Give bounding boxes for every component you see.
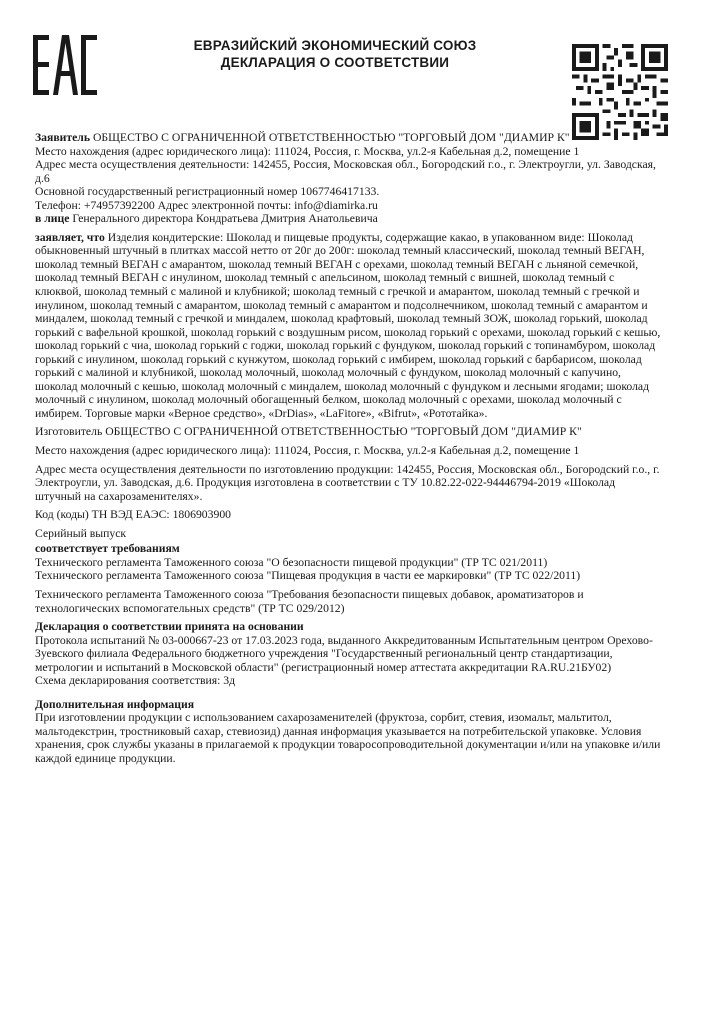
requirements-title: соответствует требованиям — [35, 542, 180, 556]
requirement-item: Технического регламента Таможенного союза "О безопасности пищевой продукции" (ТР ТС 021/2011) — [35, 555, 548, 569]
declares-label: заявляет, что — [35, 230, 105, 244]
applicant-representative — [35, 212, 663, 226]
serial-release: Серийный выпуск — [35, 526, 127, 540]
representative-text: Генерального директора Кондратьева Дмитрия Анатольевича — [72, 212, 378, 226]
qr-code-icon — [572, 44, 668, 140]
document-header — [150, 37, 520, 71]
basis-title: Декларация о соответствии принята на основании — [35, 620, 304, 634]
additional-title: Дополнительная информация — [35, 697, 195, 711]
tn-ved-code: Код (коды) ТН ВЭД ЕАЭС: 1806903900 — [35, 508, 232, 522]
applicant-line — [35, 131, 663, 145]
requirement-item: Технического регламента Таможенного союза "Требования безопасности пищевых добавок, ароматизаторов и технологических вспомогательных средств" (ТР ТС 029/2012) — [35, 587, 584, 615]
manufacturer-legal-address: Место нахождения (адрес юридического лица): 111024, Россия, г. Москва, ул.2-я Кабельная д.2, помещение 1 — [35, 444, 580, 458]
manufacturer-label: Изготовитель — [35, 425, 103, 439]
manufacturer-line — [35, 425, 663, 439]
declares-text: Изделия кондитерские: Шоколад и пищевые продукты, содержащие какао, в упакованном виде: Шоколад обыкновенный штучный в плитках массой нетто от 20г до 200г: шоколад темный классический, шоколад темный ВЕГАН, шоколад темный ВЕГАН с амарантом, шоколад темный ВЕГАН с орехами, шоколад темный ВЕГАН с льняной семечкой, шоколад темный ВЕГАН с инулином, шоколад темный с апельсином, шоколад темный с вишней, шоколад темный с клюквой, шоколад темный с малиной и клубникой; шоколад темный с гречкой и амарантом, шоколад темный с гречкой и инулином, шоколад темный с амарантом, шоколад темный с амарантом и подсолнечником, шоколад темный с амарантом и миндалем, шоколад темный с гречкой и миндалем, шоколад крафтовый, шоколад темный ЗОЖ, шоколад горький, шоколад горький с вафельной крошкой, шоколад горький с воздушным рисом, шоколад горький с орехами, шоколад горький с кешью, шоколад горький с чиа, шоколад горький с годжи, шоколад горький с фундуком, шоколад горький с топинамбуром, шоколад горький с инулином, шоколад горький с кунжутом, шоколад горький с имбирем, шоколад горький с барбарисом, шоколад горький с малиной и клубникой, шоколад молочный, шоколад молочный с фундуком, шоколад молочный с капучино, шоколад молочный с кешью, шоколад молочный с миндалем, шоколад молочный с фундуком и лесными ягодами; шоколад молочный с инулином, шоколад молочный обогащенный белком, шоколад молочный с орехами, шоколад молочный с имбирем. Торговые марки «Верное средство», «DrDias», «LaFitore», «Bifrut», «Рототайка». — [35, 230, 661, 420]
applicant-legal-address: Место нахождения (адрес юридического лица): 111024, Россия, г. Москва, ул.2-я Кабельная д.2, помещение 1 — [35, 144, 580, 158]
additional-text: При изготовлении продукции с использованием сахарозаменителей (фруктоза, сорбит, стевия, изомальт, мальтитол, мальтодекстрин, тростниковый сахар, стевиозид) данная информация указывается на потребительской упаковке. Условия хранения, срок службы указаны в прилагаемой к продукции товаросопроводительной документации и/или на упаковке и/или каждой единице продукции. — [35, 711, 661, 765]
basis-protocol: Протокола испытаний № 03-000667-23 от 17.03.2023 года, выданного Аккредитованным Испытательным центром Орехово-Зуевского филиала Федерального бюджетного учреждения "Государственный региональный центр стандартизации, метрологии и испытаний в Московской области" (регистрационный номер аттестата аккредитации RA.RU.21БУ02) — [35, 633, 653, 674]
basis-scheme: Схема декларирования соответствия: 3д — [35, 674, 236, 688]
representative-label: в лице — [35, 212, 70, 226]
declaration-body — [35, 131, 663, 766]
eac-logo — [33, 35, 97, 95]
applicant-ogrn: Основной государственный регистрационный номер 1067746417133. — [35, 185, 380, 199]
declaration-title: ДЕКЛАРАЦИЯ О СООТВЕТСТВИИ — [220, 55, 450, 70]
union-title: ЕВРАЗИЙСКИЙ ЭКОНОМИЧЕСКИЙ СОЮЗ — [193, 38, 477, 53]
requirement-item: Технического регламента Таможенного союза "Пищевая продукция в части ее маркировки" (ТР ТС 022/2011) — [35, 569, 581, 583]
applicant-activity-address: Адрес места осуществления деятельности: 142455, Россия, Московская обл., Богородский г.о., г. Электроугли, ул. Заводская, д.6 — [35, 158, 656, 185]
manufacturer-activity-address: Адрес места осуществления деятельности по изготовлению продукции: 142455, Россия, Московская обл., Богородский г.о., г. Электроугли, ул. Заводская, д.6. Продукция изготовлена в соответствии с ТУ 10.82.22-022-94446794-2019 «Шоколад штучный на сахарозаменителях». — [35, 462, 660, 503]
declares-paragraph — [35, 231, 663, 421]
applicant-contacts: Телефон: +74957392200 Адрес электронной почты: info@diamirka.ru — [35, 198, 378, 212]
applicant-name: ОБЩЕСТВО С ОГРАНИЧЕННОЙ ОТВЕТСТВЕННОСТЬЮ "ТОРГОВЫЙ ДОМ "ДИАМИР К" — [92, 131, 570, 144]
applicant-label: Заявитель — [35, 131, 91, 144]
manufacturer-name: ОБЩЕСТВО С ОГРАНИЧЕННОЙ ОТВЕТСТВЕННОСТЬЮ "ТОРГОВЫЙ ДОМ "ДИАМИР К" — [105, 425, 582, 439]
